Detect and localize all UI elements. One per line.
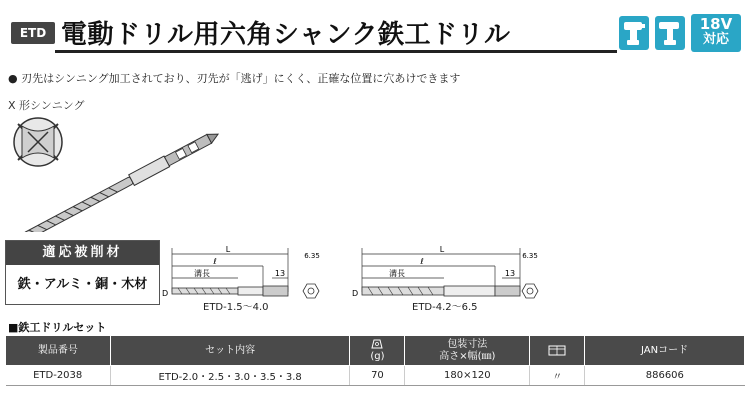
header-contents: セット内容 — [110, 336, 350, 366]
package-unit: 高さ×幅(㎜) — [439, 350, 496, 362]
dimension-diagram-left — [160, 246, 330, 304]
spec-table — [5, 335, 745, 386]
table-header-row — [6, 336, 745, 366]
voltage-suffix: 対応 — [702, 32, 729, 47]
dim-l: ℓ — [420, 257, 424, 266]
dim-13: 13 — [274, 269, 286, 278]
cell-weight: 70 — [350, 366, 405, 386]
diagram-right-caption: ETD-4.2～6.5 — [412, 302, 478, 313]
dim-13: 13 — [504, 269, 516, 278]
materials-list: 鉄・アルミ・銅・木材 — [6, 265, 159, 304]
cell-contents: ETD-2.0・2.5・3.0・3.5・3.8 — [110, 366, 350, 386]
voltage-label: 18V — [699, 15, 733, 33]
cell-box: 〃 — [530, 366, 585, 386]
package-label: 包装寸法 — [447, 338, 488, 350]
drill-icon — [619, 16, 649, 50]
dim-D: D — [352, 289, 359, 298]
dim-groove: 溝長 — [389, 269, 405, 278]
header-box — [530, 336, 585, 366]
feature-description: ● 刃先はシンニング加工されており、刃先が「逃げ」にくく、正確な位置に穴あけできます — [8, 72, 461, 85]
diagram-left-caption: ETD-1.5～4.0 — [203, 302, 269, 313]
materials-box — [5, 240, 160, 305]
thinning-label: X 形シンニング — [8, 99, 85, 112]
voltage-badge — [691, 14, 741, 52]
box-icon — [548, 344, 566, 356]
cell-product-no: ETD-2038 — [6, 366, 111, 386]
impact-driver-icon — [655, 16, 685, 50]
dim-groove: 溝長 — [194, 269, 210, 278]
weight-unit: (g) — [370, 350, 385, 362]
header — [5, 8, 745, 54]
title-underline — [55, 50, 617, 53]
header-product-no: 製品番号 — [6, 336, 111, 366]
product-code-badge: ETD — [11, 22, 55, 44]
page-title: 電動ドリル用六角シャンク鉄工ドリル — [61, 20, 511, 50]
cell-jan: 886606 — [585, 366, 745, 386]
dimension-diagram-right — [352, 246, 542, 304]
materials-title: 適応被削材 — [6, 241, 159, 265]
compatible-tools — [617, 14, 745, 54]
drill-illustration — [8, 112, 238, 232]
dim-L: L — [225, 246, 231, 254]
header-jan: JANコード — [585, 336, 745, 366]
dim-hex: 6.35 — [304, 252, 320, 260]
header-package — [405, 336, 530, 366]
set-section-title: ■鉄工ドリルセット — [8, 321, 107, 334]
dim-hex: 6.35 — [522, 252, 538, 260]
dim-D: D — [162, 289, 169, 298]
table-row — [6, 366, 745, 386]
header-weight — [350, 336, 405, 366]
dim-L: L — [439, 246, 445, 254]
weight-icon — [371, 339, 383, 349]
dim-l: ℓ — [213, 257, 217, 266]
cell-package: 180×120 — [405, 366, 530, 386]
thinning-tip-icon — [14, 118, 62, 166]
